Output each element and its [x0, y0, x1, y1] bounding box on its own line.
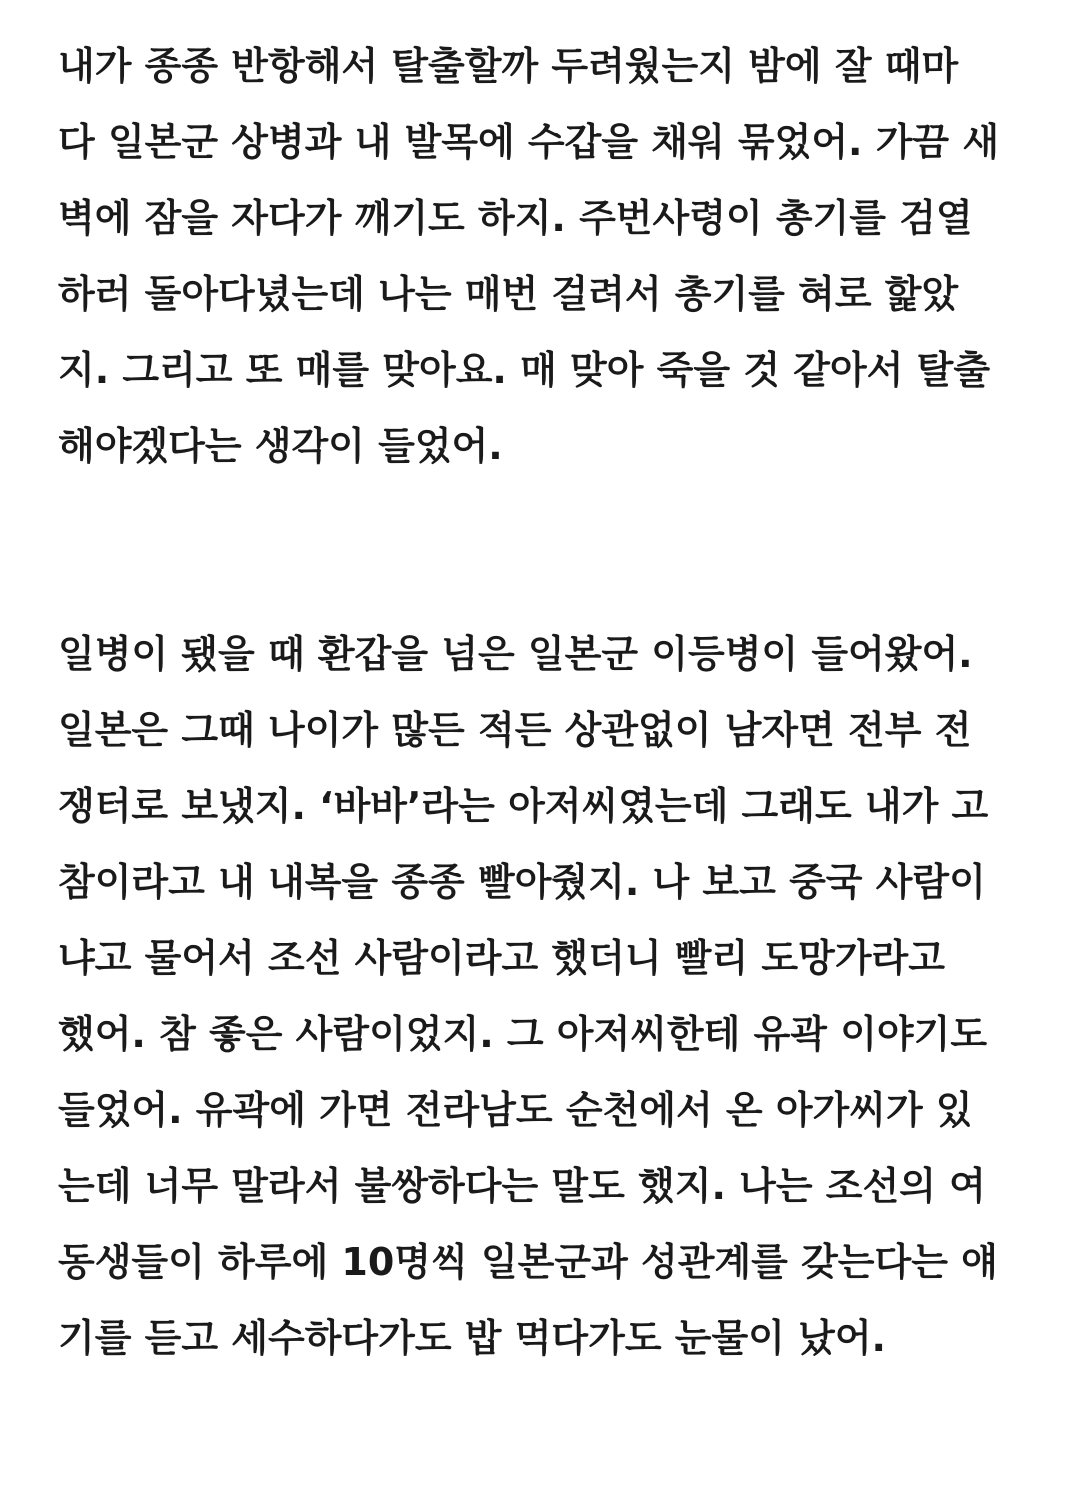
text-line: 지. 그리고 또 매를 맞아요. 매 맞아 죽을 것 같아서 탈출	[58, 348, 991, 392]
text-line: 했어. 참 좋은 사람이었지. 그 아저씨한테 유곽 이야기도	[58, 1012, 988, 1056]
text-line: 다 일본군 상병과 내 발목에 수갑을 채워 묶었어. 가끔 새	[58, 120, 1000, 164]
paragraph-2	[58, 616, 998, 1376]
text-line: 들었어. 유곽에 가면 전라남도 순천에서 온 아가씨가 있	[58, 1088, 973, 1132]
text-line: 해야겠다는 생각이 들었어.	[58, 424, 503, 468]
text-line: 일본은 그때 나이가 많든 적든 상관없이 남자면 전부 전	[58, 708, 972, 752]
text-line: 하러 돌아다녔는데 나는 매번 걸려서 총기를 혀로 핥았	[58, 272, 959, 316]
text-line: 벽에 잠을 자다가 깨기도 하지. 주번사령이 총기를 검열	[58, 196, 973, 240]
text-line: 내가 종종 반항해서 탈출할까 두려웠는지 밤에 잘 때마	[58, 44, 959, 88]
text-line: 기를 듣고 세수하다가도 밥 먹다가도 눈물이 났어.	[58, 1316, 886, 1360]
text-line: 는데 너무 말라서 불쌍하다는 말도 했지. 나는 조선의 여	[58, 1164, 986, 1208]
text-line: 일병이 됐을 때 환갑을 넘은 일본군 이등병이 들어왔어.	[58, 632, 973, 676]
text-line: 동생들이 하루에 10명씩 일본군과 성관계를 갖는다는 얘	[58, 1240, 998, 1284]
text-line: 쟁터로 보냈지. ‘바바’라는 아저씨였는데 그래도 내가 고	[58, 784, 989, 828]
text-line: 냐고 물어서 조선 사람이라고 했더니 빨리 도망가라고	[58, 936, 945, 980]
text-line: 참이라고 내 내복을 종종 빨아줬지. 나 보고 중국 사람이	[58, 860, 986, 904]
paragraph-1	[58, 28, 999, 484]
